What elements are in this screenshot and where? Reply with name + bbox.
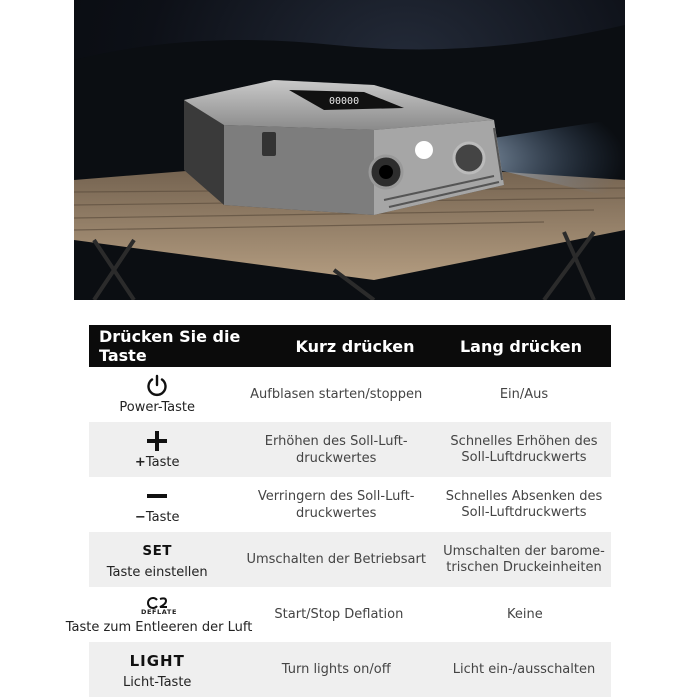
button-label: Licht-Taste: [122, 675, 192, 690]
set-icon-text: SET: [142, 543, 173, 559]
table-row: [89, 532, 611, 587]
set-icon: [142, 539, 172, 563]
button-cell: [65, 594, 253, 635]
long-press-cell: Schnelles Erhöhen des Soll-Luftdruckwerts: [450, 433, 598, 465]
table-row: [65, 587, 611, 642]
button-label: Taste zum Entleeren der Luft: [65, 620, 253, 635]
button-label: Taste einstellen: [106, 565, 208, 580]
button-cell: [79, 484, 235, 525]
button-cell: [79, 649, 235, 690]
short-press-cell: Verringern des Soll-Luft-druckwertes: [257, 488, 415, 521]
minus-mark: −: [134, 510, 146, 525]
button-label-text: Taste: [145, 510, 180, 525]
minus-icon: [146, 484, 168, 508]
button-function-table: [65, 325, 611, 697]
product-photo: [74, 0, 625, 300]
long-press-cell: Schnelles Absenken des Soll-Luftdruckwerts: [445, 488, 603, 520]
deflate-icon-text: DEFLATE: [140, 608, 178, 616]
power-icon: [145, 374, 169, 398]
table-row: [89, 367, 611, 422]
long-press-cell: Keine: [507, 606, 543, 622]
light-icon: [130, 649, 185, 673]
long-press-cell: Umschalten der barome-trischen Druckeinheiten: [443, 543, 605, 575]
button-cell: [79, 429, 235, 470]
short-press-cell: Start/Stop Deflation: [274, 607, 404, 622]
header-long-press: Lang drücken: [459, 336, 583, 356]
table-row: [89, 422, 611, 477]
short-press-cell: Umschalten der Betriebsart: [246, 552, 426, 567]
header-button: Drücken Sie die Taste: [99, 327, 241, 365]
plus-mark: +: [134, 455, 146, 470]
button-label: [135, 510, 180, 525]
table-header: [89, 325, 611, 367]
deflate-icon: [141, 594, 177, 618]
button-label: Power-Taste: [119, 400, 195, 415]
header-short-press: Kurz drücken: [295, 336, 415, 356]
short-press-cell: Aufblasen starten/stoppen: [250, 387, 423, 402]
short-press-cell: Erhöhen des Soll-Luft-druckwertes: [264, 433, 408, 466]
svg-text:00000: 00000: [329, 96, 360, 107]
button-label: [135, 455, 180, 470]
table-row: [89, 642, 611, 697]
short-press-cell: Turn lights on/off: [281, 662, 391, 677]
button-cell: [79, 374, 235, 415]
button-label-text: Taste: [145, 455, 180, 470]
table-row: [89, 477, 611, 532]
long-press-cell: Licht ein-/ausschalten: [452, 661, 596, 677]
long-press-cell: Ein/Aus: [499, 386, 549, 402]
light-icon-text: LIGHT: [129, 652, 185, 670]
plus-icon: [146, 429, 168, 453]
button-cell: [79, 539, 235, 580]
